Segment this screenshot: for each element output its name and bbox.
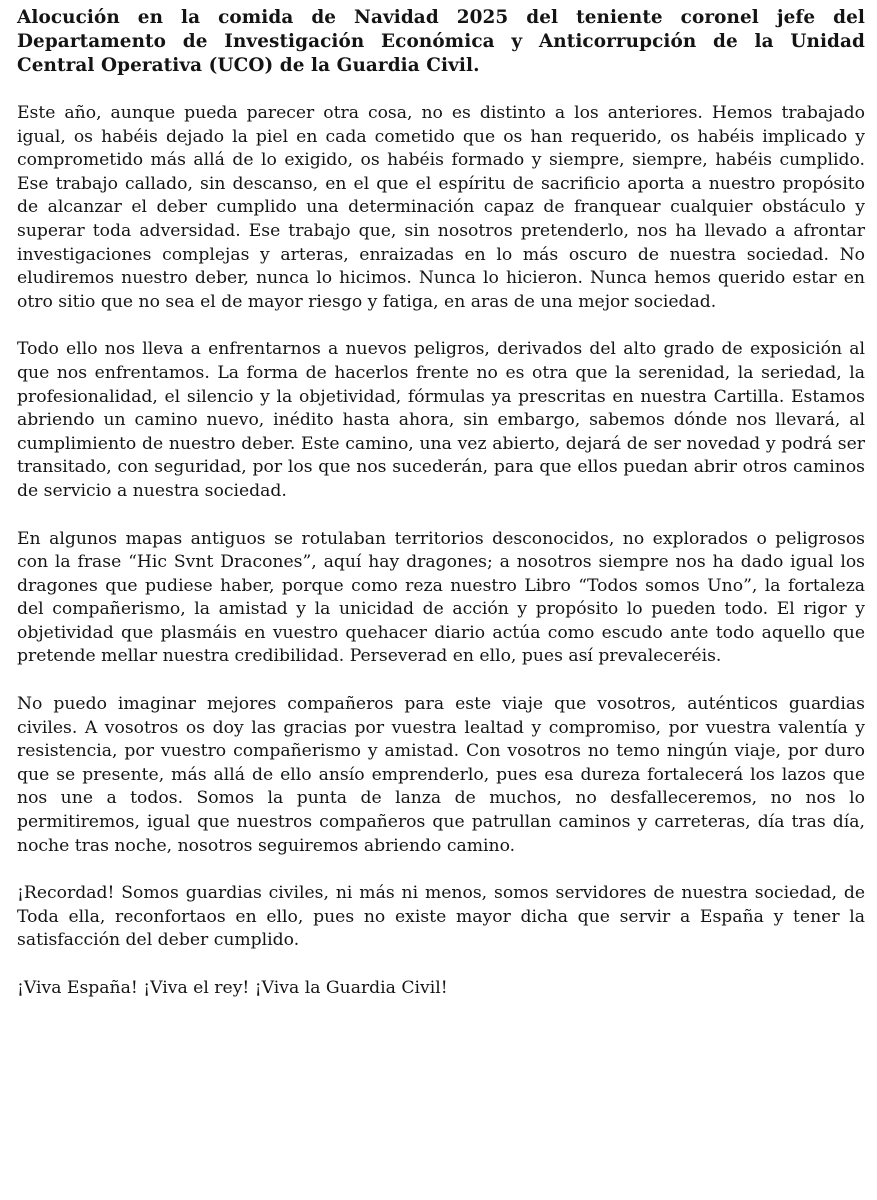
paragraph-3: En algunos mapas antiguos se rotulaban territorios desconocidos, no explorados o peligrosos con la frase “Hic Svnt Dracones”, aquí hay dragones; a nosotros siempre nos ha dado igual los dragones que pudiese haber, porque como reza nuestro Libro “Todos somos Uno”, la fortaleza del compañerismo, la amistad y la unicidad de acción y propósito lo pueden todo. El rigor y objetividad que plasmáis en vuestro quehacer diario actúa como escudo ante todo aquello que pretende mellar nuestra credibilidad. Perseverad en ello, pues así prevaleceréis. [17,528,865,667]
paragraph-1: Este año, aunque pueda parecer otra cosa, no es distinto a los anteriores. Hemos trabajado igual, os habéis dejado la piel en cada cometido que os han requerido, os habéis implicado y comprometido más allá de lo exigido, os habéis formado y siempre, siempre, habéis cumplido. Ese trabajo callado, sin descanso, en el que el espíritu de sacrificio aporta a nuestro propósito de alcanzar el deber cumplido una determinación capaz de franquear cualquier obstáculo y superar toda adversidad. Ese trabajo que, sin nosotros pretenderlo, nos ha llevado a afrontar investigaciones complejas y arteras, enraizadas en lo más oscuro de nuestra sociedad. No eludiremos nuestro deber, nunca lo hicimos. Nunca lo hicieron. Nunca hemos querido estar en otro sitio que no sea el de mayor riesgo y fatiga, en aras de una mejor sociedad. [17,103,865,312]
paragraph-4: No puedo imaginar mejores compañeros para este viaje que vosotros, auténticos guardias civiles. A vosotros os doy las gracias por vuestra lealtad y compromiso, por vuestra valentía y resistencia, por vuestro compañerismo y amistad. Con vosotros no temo ningún viaje, por duro que se presente, más allá de ello ansío emprenderlo, pues esa dureza fortalecerá los lazos que nos une a todos. Somos la punta de lanza de muchos, no desfalleceremos, no nos lo permitiremos, igual que nuestros compañeros que patrullan caminos y carreteras, día tras día, noche tras noche, nosotros seguiremos abriendo camino. [17,694,865,856]
paragraph-2: Todo ello nos lleva a enfrentarnos a nuevos peligros, derivados del alto grado de exposición al que nos enfrentamos. La forma de hacerlos frente no es otra que la serenidad, la seriedad, la profesionalidad, el silencio y la objetividad, fórmulas ya prescritas en nuestra Cartilla. Estamos abriendo un camino nuevo, inédito hasta ahora, sin embargo, sabemos dónde nos llevará, al cumplimiento de nuestro deber. Este camino, una vez abierto, dejará de ser novedad y podrá ser transitado, con seguridad, por los que nos sucederán, para que ellos puedan abrir otros caminos de servicio a nuestra sociedad. [17,339,865,501]
document-title: Alocución en la comida de Navidad 2025 del teniente coronel jefe del Departamento de Investigación Económica y Anticorrupción de la Unidad Central Operativa (UCO) de la Guardia Civil. [17,7,865,76]
paragraph-5: ¡Recordad! Somos guardias civiles, ni más ni menos, somos servidores de nuestra sociedad, de Toda ella, reconfortaos en ello, pues no existe mayor dicha que servir a España y tener la satisfacción del deber cumplido. [17,883,865,951]
document-page [17,6,865,1001]
closing-line: ¡Viva España! ¡Viva el rey! ¡Viva la Guardia Civil! [17,978,448,998]
